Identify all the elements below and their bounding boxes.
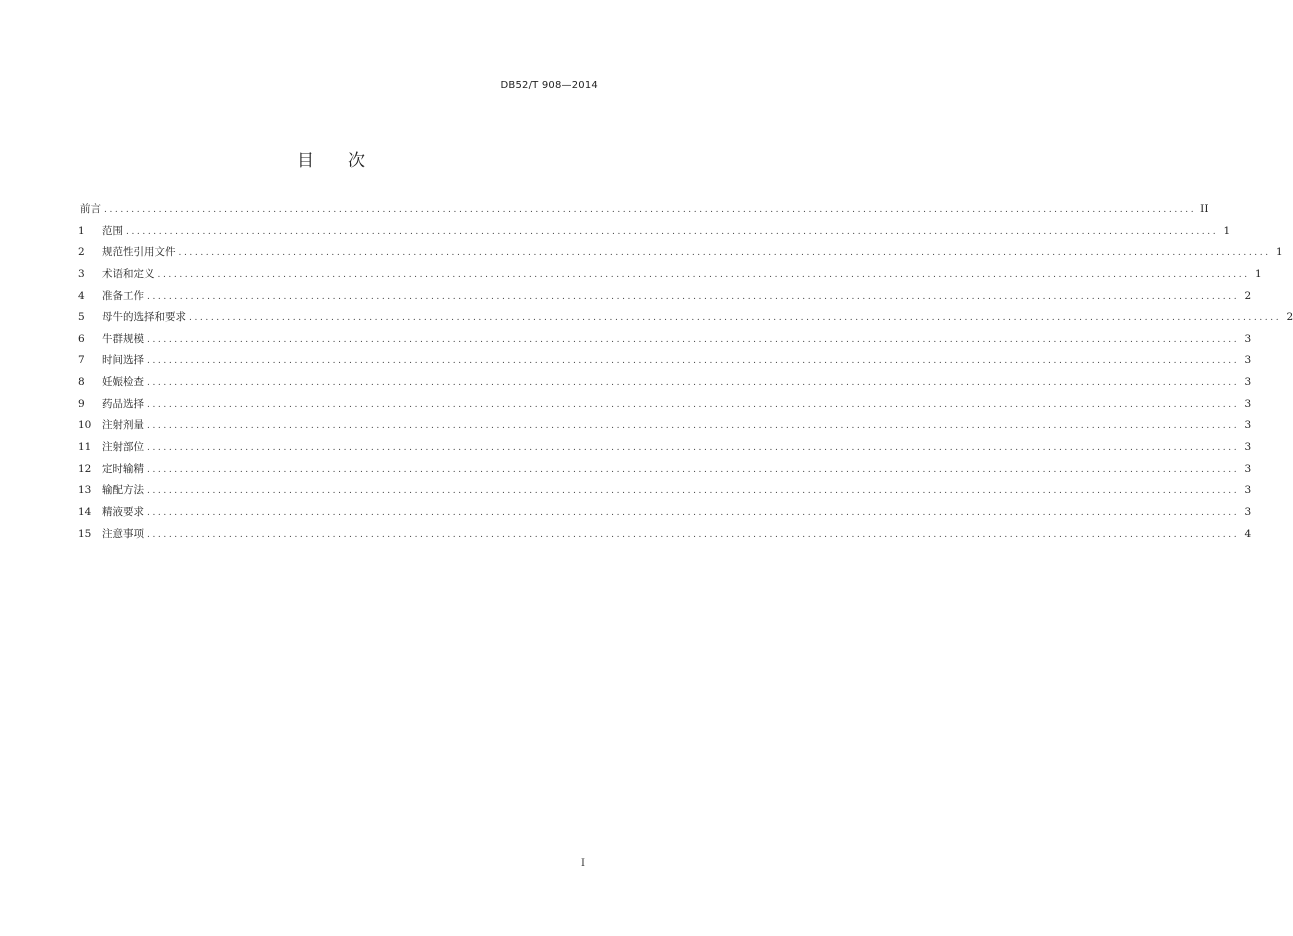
toc-dot-leader: ........................................................................................................................................................................................................ (126, 226, 1219, 237)
toc-entry[interactable] (78, 264, 1262, 286)
toc-entry-page: 3 (1244, 419, 1252, 432)
toc-entry-label: 注射部位 (102, 441, 144, 454)
toc-entry-number: 10 (78, 419, 92, 432)
toc-entry[interactable] (78, 480, 1252, 502)
toc-entry-number: 11 (78, 441, 92, 454)
toc-entry-number: 9 (78, 397, 85, 410)
page-number: I (581, 858, 585, 869)
toc-entry[interactable] (78, 307, 1293, 329)
toc-entry-label: 妊娠检查 (102, 376, 144, 389)
toc-dot-leader: ........................................................................................................................................................................................................ (147, 421, 1240, 432)
toc-entry-number: 6 (78, 332, 85, 345)
toc-entry-label: 术语和定义 (102, 267, 155, 280)
toc-entry[interactable] (78, 242, 1283, 264)
table-of-contents (78, 199, 1293, 545)
toc-entry-page: 1 (1254, 267, 1262, 280)
toc-entry[interactable] (78, 415, 1252, 437)
title-char-1: 目 (297, 151, 314, 171)
toc-entry-label: 药品选择 (102, 397, 144, 410)
toc-entry[interactable] (78, 459, 1252, 481)
toc-entry-page: II (1200, 203, 1209, 215)
toc-entry-page: 3 (1244, 332, 1252, 345)
toc-dot-leader: ........................................................................................................................................................................................................ (157, 269, 1250, 280)
toc-entry-number: 12 (78, 462, 92, 475)
toc-dot-leader: ........................................................................................................................................................................................................ (147, 291, 1240, 302)
toc-entry-number: 13 (78, 484, 92, 497)
toc-dot-leader: ........................................................................................................................................................................................................ (189, 313, 1282, 324)
toc-dot-leader: ........................................................................................................................................................................................................ (147, 507, 1240, 518)
toc-entry[interactable] (78, 350, 1252, 372)
toc-entry[interactable] (78, 394, 1252, 416)
toc-entry-number: 8 (78, 376, 85, 389)
toc-entry-label: 精液要求 (102, 505, 144, 518)
toc-entry-page: 3 (1244, 376, 1252, 389)
toc-entry[interactable] (78, 329, 1252, 351)
toc-entry-page: 4 (1244, 527, 1252, 540)
toc-entry-label: 时间选择 (102, 354, 144, 367)
toc-dot-leader: ........................................................................................................................................................................................................ (147, 399, 1240, 410)
toc-entry[interactable] (78, 286, 1252, 308)
toc-entry-number: 7 (78, 354, 85, 367)
toc-entry[interactable] (78, 437, 1252, 459)
toc-entry-page: 3 (1244, 505, 1252, 518)
toc-entry[interactable] (78, 199, 1209, 221)
toc-entry-number: 5 (78, 311, 85, 324)
toc-entry-page: 3 (1244, 484, 1252, 497)
page-title (0, 146, 662, 171)
toc-entry[interactable] (78, 502, 1252, 524)
toc-entry-label: 注射剂量 (102, 419, 144, 432)
toc-dot-leader: ........................................................................................................................................................................................................ (104, 205, 1197, 215)
toc-entry-label: 前言 (80, 203, 101, 215)
toc-entry-label: 定时输精 (102, 462, 144, 475)
toc-entry-number: 3 (78, 267, 85, 280)
toc-entry-label: 输配方法 (102, 484, 144, 497)
toc-entry-label: 注意事项 (102, 527, 144, 540)
toc-entry-page: 3 (1244, 441, 1252, 454)
toc-entry-page: 1 (1275, 246, 1283, 259)
toc-dot-leader: ........................................................................................................................................................................................................ (147, 356, 1240, 367)
toc-entry-page: 1 (1223, 224, 1231, 237)
toc-entry-page: 2 (1286, 311, 1293, 324)
toc-dot-leader: ........................................................................................................................................................................................................ (147, 378, 1240, 389)
toc-dot-leader: ........................................................................................................................................................................................................ (147, 529, 1240, 540)
toc-entry-number: 14 (78, 505, 92, 518)
toc-dot-leader: ........................................................................................................................................................................................................ (178, 248, 1271, 259)
toc-entry-label: 范围 (102, 224, 123, 237)
toc-entry-label: 母牛的选择和要求 (102, 311, 186, 324)
toc-entry-page: 2 (1244, 289, 1252, 302)
toc-dot-leader: ........................................................................................................................................................................................................ (147, 486, 1240, 497)
toc-entry[interactable] (78, 221, 1231, 243)
toc-entry-label: 规范性引用文件 (102, 246, 176, 259)
toc-dot-leader: ........................................................................................................................................................................................................ (147, 443, 1240, 454)
document-code: DB52/T 908—2014 (500, 80, 598, 91)
toc-entry-number: 15 (78, 527, 92, 540)
toc-entry[interactable] (78, 372, 1252, 394)
toc-dot-leader: ........................................................................................................................................................................................................ (147, 464, 1240, 475)
toc-entry-number: 2 (78, 246, 85, 259)
toc-entry[interactable] (78, 524, 1252, 546)
toc-dot-leader: ........................................................................................................................................................................................................ (147, 334, 1240, 345)
toc-entry-page: 3 (1244, 354, 1252, 367)
toc-entry-number: 4 (78, 289, 85, 302)
toc-entry-label: 准备工作 (102, 289, 144, 302)
toc-entry-page: 3 (1244, 462, 1252, 475)
title-char-2: 次 (348, 151, 365, 171)
toc-entry-number: 1 (78, 224, 85, 237)
toc-entry-label: 牛群规模 (102, 332, 144, 345)
toc-entry-page: 3 (1244, 397, 1252, 410)
